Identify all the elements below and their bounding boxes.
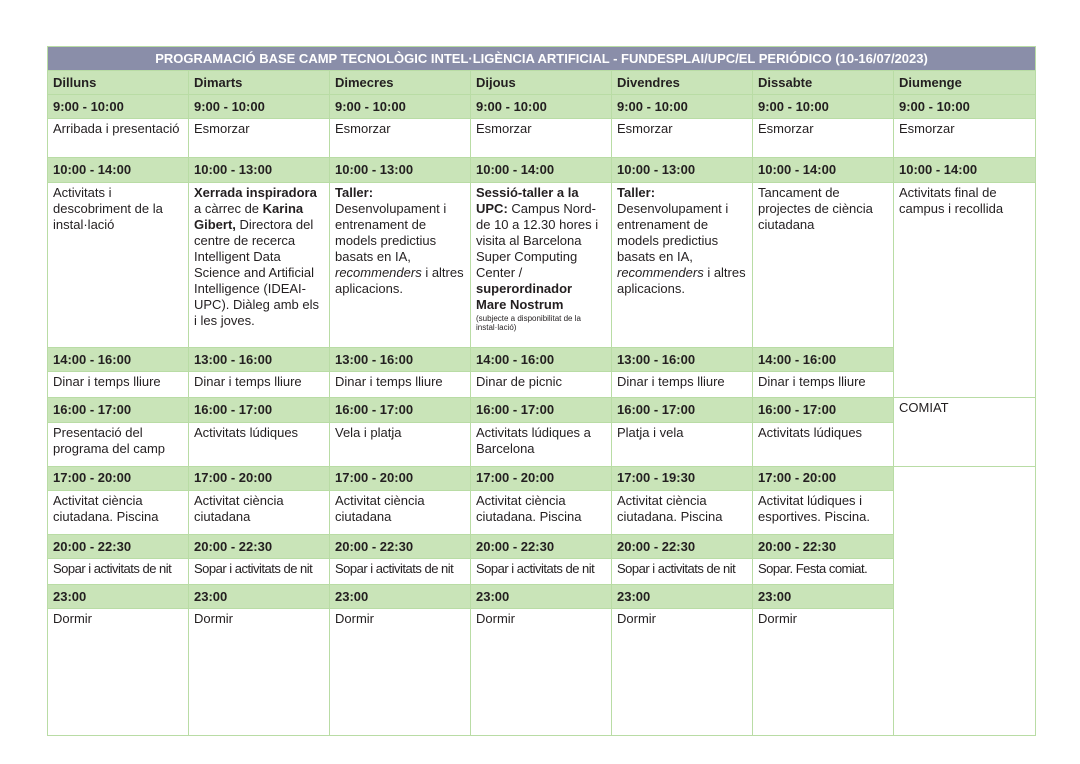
talk-text: a càrrec de <box>194 200 263 216</box>
workshop-text: Desenvolupament i entrenament de models predictius basats en IA, <box>335 200 447 264</box>
day-header-thursday: Dijous <box>471 71 612 95</box>
activity-cell: Activitats lúdiques <box>189 422 330 466</box>
time-slot: 16:00 - 17:00 <box>612 398 753 422</box>
session-note: (subjecte a disponibilitat de la instal·lació) <box>476 313 581 332</box>
activity-cell-workshop <box>330 182 471 348</box>
activity-cell: Activitats final de campus i recollida <box>894 182 1036 398</box>
time-slot: 20:00 - 22:30 <box>471 535 612 559</box>
time-slot: 9:00 - 10:00 <box>894 95 1036 119</box>
time-slot: 9:00 - 10:00 <box>48 95 189 119</box>
day-header-sunday: Diumenge <box>894 71 1036 95</box>
activity-cell: Esmorzar <box>894 119 1036 158</box>
time-slot: 16:00 - 17:00 <box>48 398 189 422</box>
activity-cell: Activitat ciència ciutadana. Piscina <box>471 490 612 534</box>
time-slot: 14:00 - 16:00 <box>471 348 612 372</box>
day-header-monday: Dilluns <box>48 71 189 95</box>
activity-cell: Dinar de picnic <box>471 372 612 398</box>
time-slot: 9:00 - 10:00 <box>330 95 471 119</box>
time-slot: 14:00 - 16:00 <box>753 348 894 372</box>
time-slot: 23:00 <box>753 585 894 609</box>
activity-cell: Esmorzar <box>471 119 612 158</box>
time-slot: 20:00 - 22:30 <box>48 535 189 559</box>
day-header-friday: Divendres <box>612 71 753 95</box>
workshop-label: Taller: <box>335 184 374 200</box>
activity-cell: Platja i vela <box>612 422 753 466</box>
activity-cell: Activitats lúdiques a Barcelona <box>471 422 612 466</box>
time-slot: 23:00 <box>48 585 189 609</box>
time-slot: 13:00 - 16:00 <box>330 348 471 372</box>
activity-cell: Presentació del programa del camp <box>48 422 189 466</box>
activity-cell: Dinar i temps lliure <box>48 372 189 398</box>
schedule-table <box>47 46 1036 736</box>
activity-cell: Tancament de projectes de ciència ciutadana <box>753 182 894 348</box>
activity-cell: Dormir <box>753 609 894 736</box>
day-header-saturday: Dissabte <box>753 71 894 95</box>
activity-cell: Dormir <box>48 609 189 736</box>
time-slot: 9:00 - 10:00 <box>189 95 330 119</box>
session-text: Campus Nord- de 10 a 12.30 hores i visita al Barcelona Super Computing Center / <box>476 200 599 280</box>
talk-title: Xerrada inspiradora <box>194 184 317 200</box>
empty-cell <box>894 466 1036 735</box>
time-slot: 20:00 - 22:30 <box>189 535 330 559</box>
time-slot: 20:00 - 22:30 <box>612 535 753 559</box>
talk-description: Directora del centre de recerca Intelligent Data Science and Artificial Intelligence (IDEAI-UPC). Diàleg amb els i les joves. <box>194 216 319 328</box>
activity-cell: Activitat ciència ciutadana. Piscina <box>612 490 753 534</box>
time-slot: 10:00 - 14:00 <box>894 158 1036 182</box>
activity-cell: Dinar i temps lliure <box>189 372 330 398</box>
time-slot: 16:00 - 17:00 <box>471 398 612 422</box>
activity-cell: Dormir <box>612 609 753 736</box>
time-slot: 10:00 - 13:00 <box>612 158 753 182</box>
time-slot: 10:00 - 13:00 <box>189 158 330 182</box>
time-slot: 10:00 - 13:00 <box>330 158 471 182</box>
workshop-italic: recommenders <box>617 264 704 280</box>
activity-cell: Esmorzar <box>753 119 894 158</box>
time-slot: 14:00 - 16:00 <box>48 348 189 372</box>
farewell-cell: COMIAT <box>894 398 1036 466</box>
activity-cell: Sopar i activitats de nit <box>189 559 330 585</box>
time-slot: 10:00 - 14:00 <box>753 158 894 182</box>
activity-cell: Activitat ciència ciutadana <box>189 490 330 534</box>
time-slot: 16:00 - 17:00 <box>330 398 471 422</box>
activity-cell: Activitats i descobriment de la instal·lació <box>48 182 189 348</box>
time-slot: 16:00 - 17:00 <box>753 398 894 422</box>
time-slot: 17:00 - 20:00 <box>753 466 894 490</box>
activity-cell: Activitat ciència ciutadana <box>330 490 471 534</box>
speaker-name: Karina Gibert, <box>194 200 304 232</box>
time-slot: 17:00 - 20:00 <box>189 466 330 490</box>
time-slot: 20:00 - 22:30 <box>753 535 894 559</box>
time-slot: 23:00 <box>189 585 330 609</box>
day-header-tuesday: Dimarts <box>189 71 330 95</box>
activity-cell: Activitat ciència ciutadana. Piscina <box>48 490 189 534</box>
workshop-label: Taller: <box>617 184 656 200</box>
activity-cell: Dinar i temps lliure <box>612 372 753 398</box>
session-label: Sessió-taller a la UPC: <box>476 184 579 216</box>
day-header-wednesday: Dimecres <box>330 71 471 95</box>
time-slot: 17:00 - 20:00 <box>48 466 189 490</box>
workshop-text-end: i altres aplicacions. <box>617 264 746 296</box>
time-slot: 9:00 - 10:00 <box>753 95 894 119</box>
activity-cell: Esmorzar <box>189 119 330 158</box>
time-slot: 9:00 - 10:00 <box>471 95 612 119</box>
activity-cell: Dormir <box>330 609 471 736</box>
activity-cell-workshop <box>612 182 753 348</box>
time-slot: 20:00 - 22:30 <box>330 535 471 559</box>
activity-cell: Vela i platja <box>330 422 471 466</box>
activity-cell: Activitat lúdiques i esportives. Piscina. <box>753 490 894 534</box>
time-slot: 17:00 - 20:00 <box>471 466 612 490</box>
time-slot: 17:00 - 20:00 <box>330 466 471 490</box>
time-slot: 10:00 - 14:00 <box>471 158 612 182</box>
time-slot: 23:00 <box>612 585 753 609</box>
activity-cell: Sopar. Festa comiat. <box>753 559 894 585</box>
activity-cell: Esmorzar <box>612 119 753 158</box>
activity-cell: Arribada i presentació <box>48 119 189 158</box>
activity-cell: Activitats lúdiques <box>753 422 894 466</box>
activity-cell: Esmorzar <box>330 119 471 158</box>
activity-cell: Dormir <box>471 609 612 736</box>
workshop-text: Desenvolupament i entrenament de models predictius basats en IA, <box>617 200 729 264</box>
activity-cell-session <box>471 182 612 348</box>
activity-cell: Dinar i temps lliure <box>753 372 894 398</box>
time-slot: 23:00 <box>471 585 612 609</box>
activity-cell: Dinar i temps lliure <box>330 372 471 398</box>
schedule-title: PROGRAMACIÓ BASE CAMP TECNOLÒGIC INTEL·LIGÈNCIA ARTIFICIAL - FUNDESPLAI/UPC/EL PERIÓDICO (10-16/07/2023) <box>48 47 1036 71</box>
workshop-italic: recommenders <box>335 264 422 280</box>
time-slot: 23:00 <box>330 585 471 609</box>
time-slot: 16:00 - 17:00 <box>189 398 330 422</box>
activity-cell: Sopar i activitats de nit <box>471 559 612 585</box>
activity-cell: Sopar i activitats de nit <box>330 559 471 585</box>
time-slot: 13:00 - 16:00 <box>189 348 330 372</box>
activity-cell-talk <box>189 182 330 348</box>
time-slot: 9:00 - 10:00 <box>612 95 753 119</box>
activity-cell: Sopar i activitats de nit <box>48 559 189 585</box>
session-supercomputer: superordinador Mare Nostrum <box>476 280 573 312</box>
activity-cell: Sopar i activitats de nit <box>612 559 753 585</box>
activity-cell: Dormir <box>189 609 330 736</box>
time-slot: 10:00 - 14:00 <box>48 158 189 182</box>
workshop-text-end: i altres aplicacions. <box>335 264 464 296</box>
time-slot: 13:00 - 16:00 <box>612 348 753 372</box>
time-slot: 17:00 - 19:30 <box>612 466 753 490</box>
